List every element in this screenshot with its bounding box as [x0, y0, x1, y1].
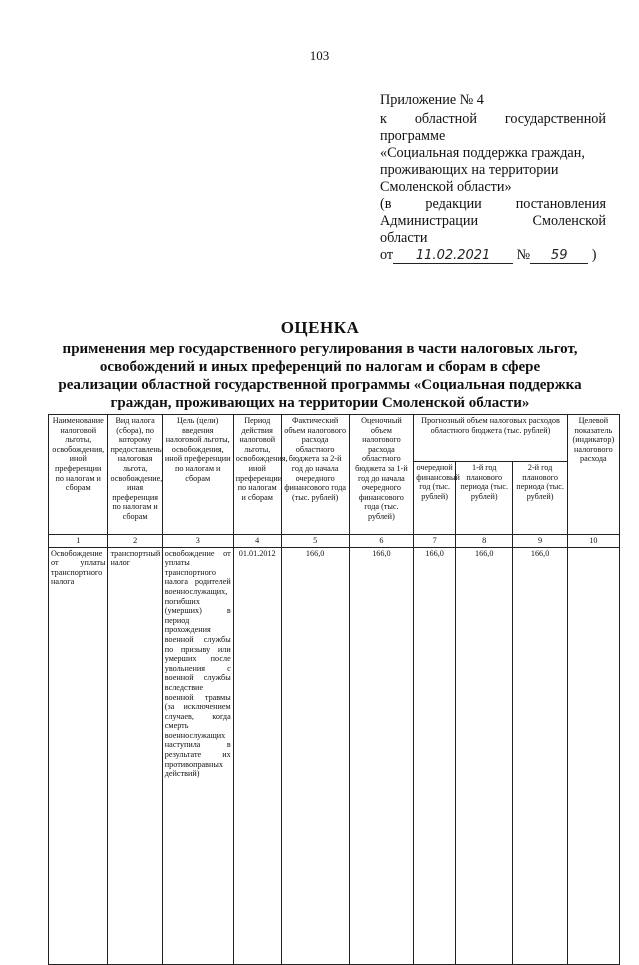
header-cell: Цель (цели) введения налоговой льготы, освобождения, иной преференции по налогам и сборам	[162, 415, 233, 535]
header-cell: Вид налога (сбора), по которому предоставлены налоговая льгота, освобождение, иная преференция по налогам и сборам	[108, 415, 162, 535]
cell-forecast-plan1: 166,0	[456, 547, 513, 964]
header-cell: Целевой показатель (индикатор) налогового расхода	[567, 415, 619, 535]
cell-forecast-current: 166,0	[414, 547, 456, 964]
cell-estimated: 166,0	[349, 547, 414, 964]
document-heading	[40, 318, 600, 412]
column-number: 7	[414, 535, 456, 548]
column-number: 2	[108, 535, 162, 548]
closing-paren: )	[591, 247, 597, 263]
appendix-line: Администрации Смоленской	[380, 213, 606, 229]
cell-actual: 166,0	[281, 547, 349, 964]
heading-subtitle-line: применения мер государственного регулирования в части налоговых льгот,	[62, 341, 578, 357]
table-row	[49, 547, 620, 964]
appendix-line: к областной государственной	[380, 111, 606, 127]
header-cell: Наименование налоговой льготы, освобождения, иной преференции по налогам и сборам	[49, 415, 108, 535]
cell-period: 01.01.2012	[233, 547, 281, 964]
column-number: 10	[567, 535, 619, 548]
appendix-line: проживающих на территории	[380, 162, 559, 178]
number-label: №	[516, 247, 531, 263]
heading-subtitle-line: освобождений и иных преференций по налогам и сборам в сфере	[99, 359, 541, 375]
column-number: 6	[349, 535, 414, 548]
heading-subtitle-line: реализации областной государственной программы «Социальная поддержка	[58, 377, 582, 393]
header-group-cell: Прогнозный объем налоговых расходов областного бюджета (тыс. рублей)	[414, 415, 567, 462]
header-cell: 1-й год планового периода (тыс. рублей)	[456, 462, 513, 535]
cell-forecast-plan2: 166,0	[513, 547, 567, 964]
appendix-date-line	[380, 247, 606, 264]
column-number: 9	[513, 535, 567, 548]
appendix-line: «Социальная поддержка граждан,	[380, 145, 585, 161]
column-number: 1	[49, 535, 108, 548]
header-row	[49, 415, 620, 462]
column-number-row	[49, 535, 620, 548]
column-number: 4	[233, 535, 281, 548]
column-number: 3	[162, 535, 233, 548]
header-cell: Оценочный объем налогового расхода областного бюджета за 1-й год до начала очередного финансового года (тыс. рублей)	[349, 415, 414, 535]
tax-expenditure-table	[48, 414, 620, 965]
handwritten-date: 11.02.2021	[393, 249, 513, 264]
column-number: 5	[281, 535, 349, 548]
heading-title: ОЦЕНКА	[280, 318, 360, 337]
page-number: 103	[309, 48, 330, 63]
cell-name: Освобождение от уплаты транспортного налога	[49, 547, 108, 964]
cell-indicator	[567, 547, 619, 964]
header-cell: Период действия налоговой льготы, освобождения, иной преференции по налогам и сборам	[233, 415, 281, 535]
appendix-line: области	[380, 230, 428, 246]
handwritten-number: 59	[530, 249, 588, 264]
header-cell: Фактический объем налогового расхода областного бюджета за 2-й год до начала очередного финансового года (тыс. рублей)	[281, 415, 349, 535]
header-cell: очередной финансовый год (тыс. рублей)	[414, 462, 456, 535]
heading-subtitle-line: граждан, проживающих на территории Смоленской области»	[110, 395, 530, 411]
appendix-line: Смоленской области»	[380, 179, 512, 195]
appendix-title: Приложение № 4	[380, 92, 484, 108]
from-label: от	[380, 247, 394, 263]
header-cell: 2-й год планового периода (тыс. рублей)	[513, 462, 567, 535]
column-number: 8	[456, 535, 513, 548]
appendix-line: программе	[380, 128, 446, 144]
cell-purpose: освобождение от уплаты транспортного налога родителей военнослужащих, погибших (умерших) в период прохождения военной службы по призыву или умерших после увольнения с военной службы вследствие военной травмы (за исключением случаев, когда смерть военнослужащих наступила в результате их противоправных действий)	[162, 547, 233, 964]
appendix-block	[380, 92, 606, 264]
appendix-line: (в редакции постановления	[380, 196, 606, 212]
cell-tax-type: транспортный налог	[108, 547, 162, 964]
